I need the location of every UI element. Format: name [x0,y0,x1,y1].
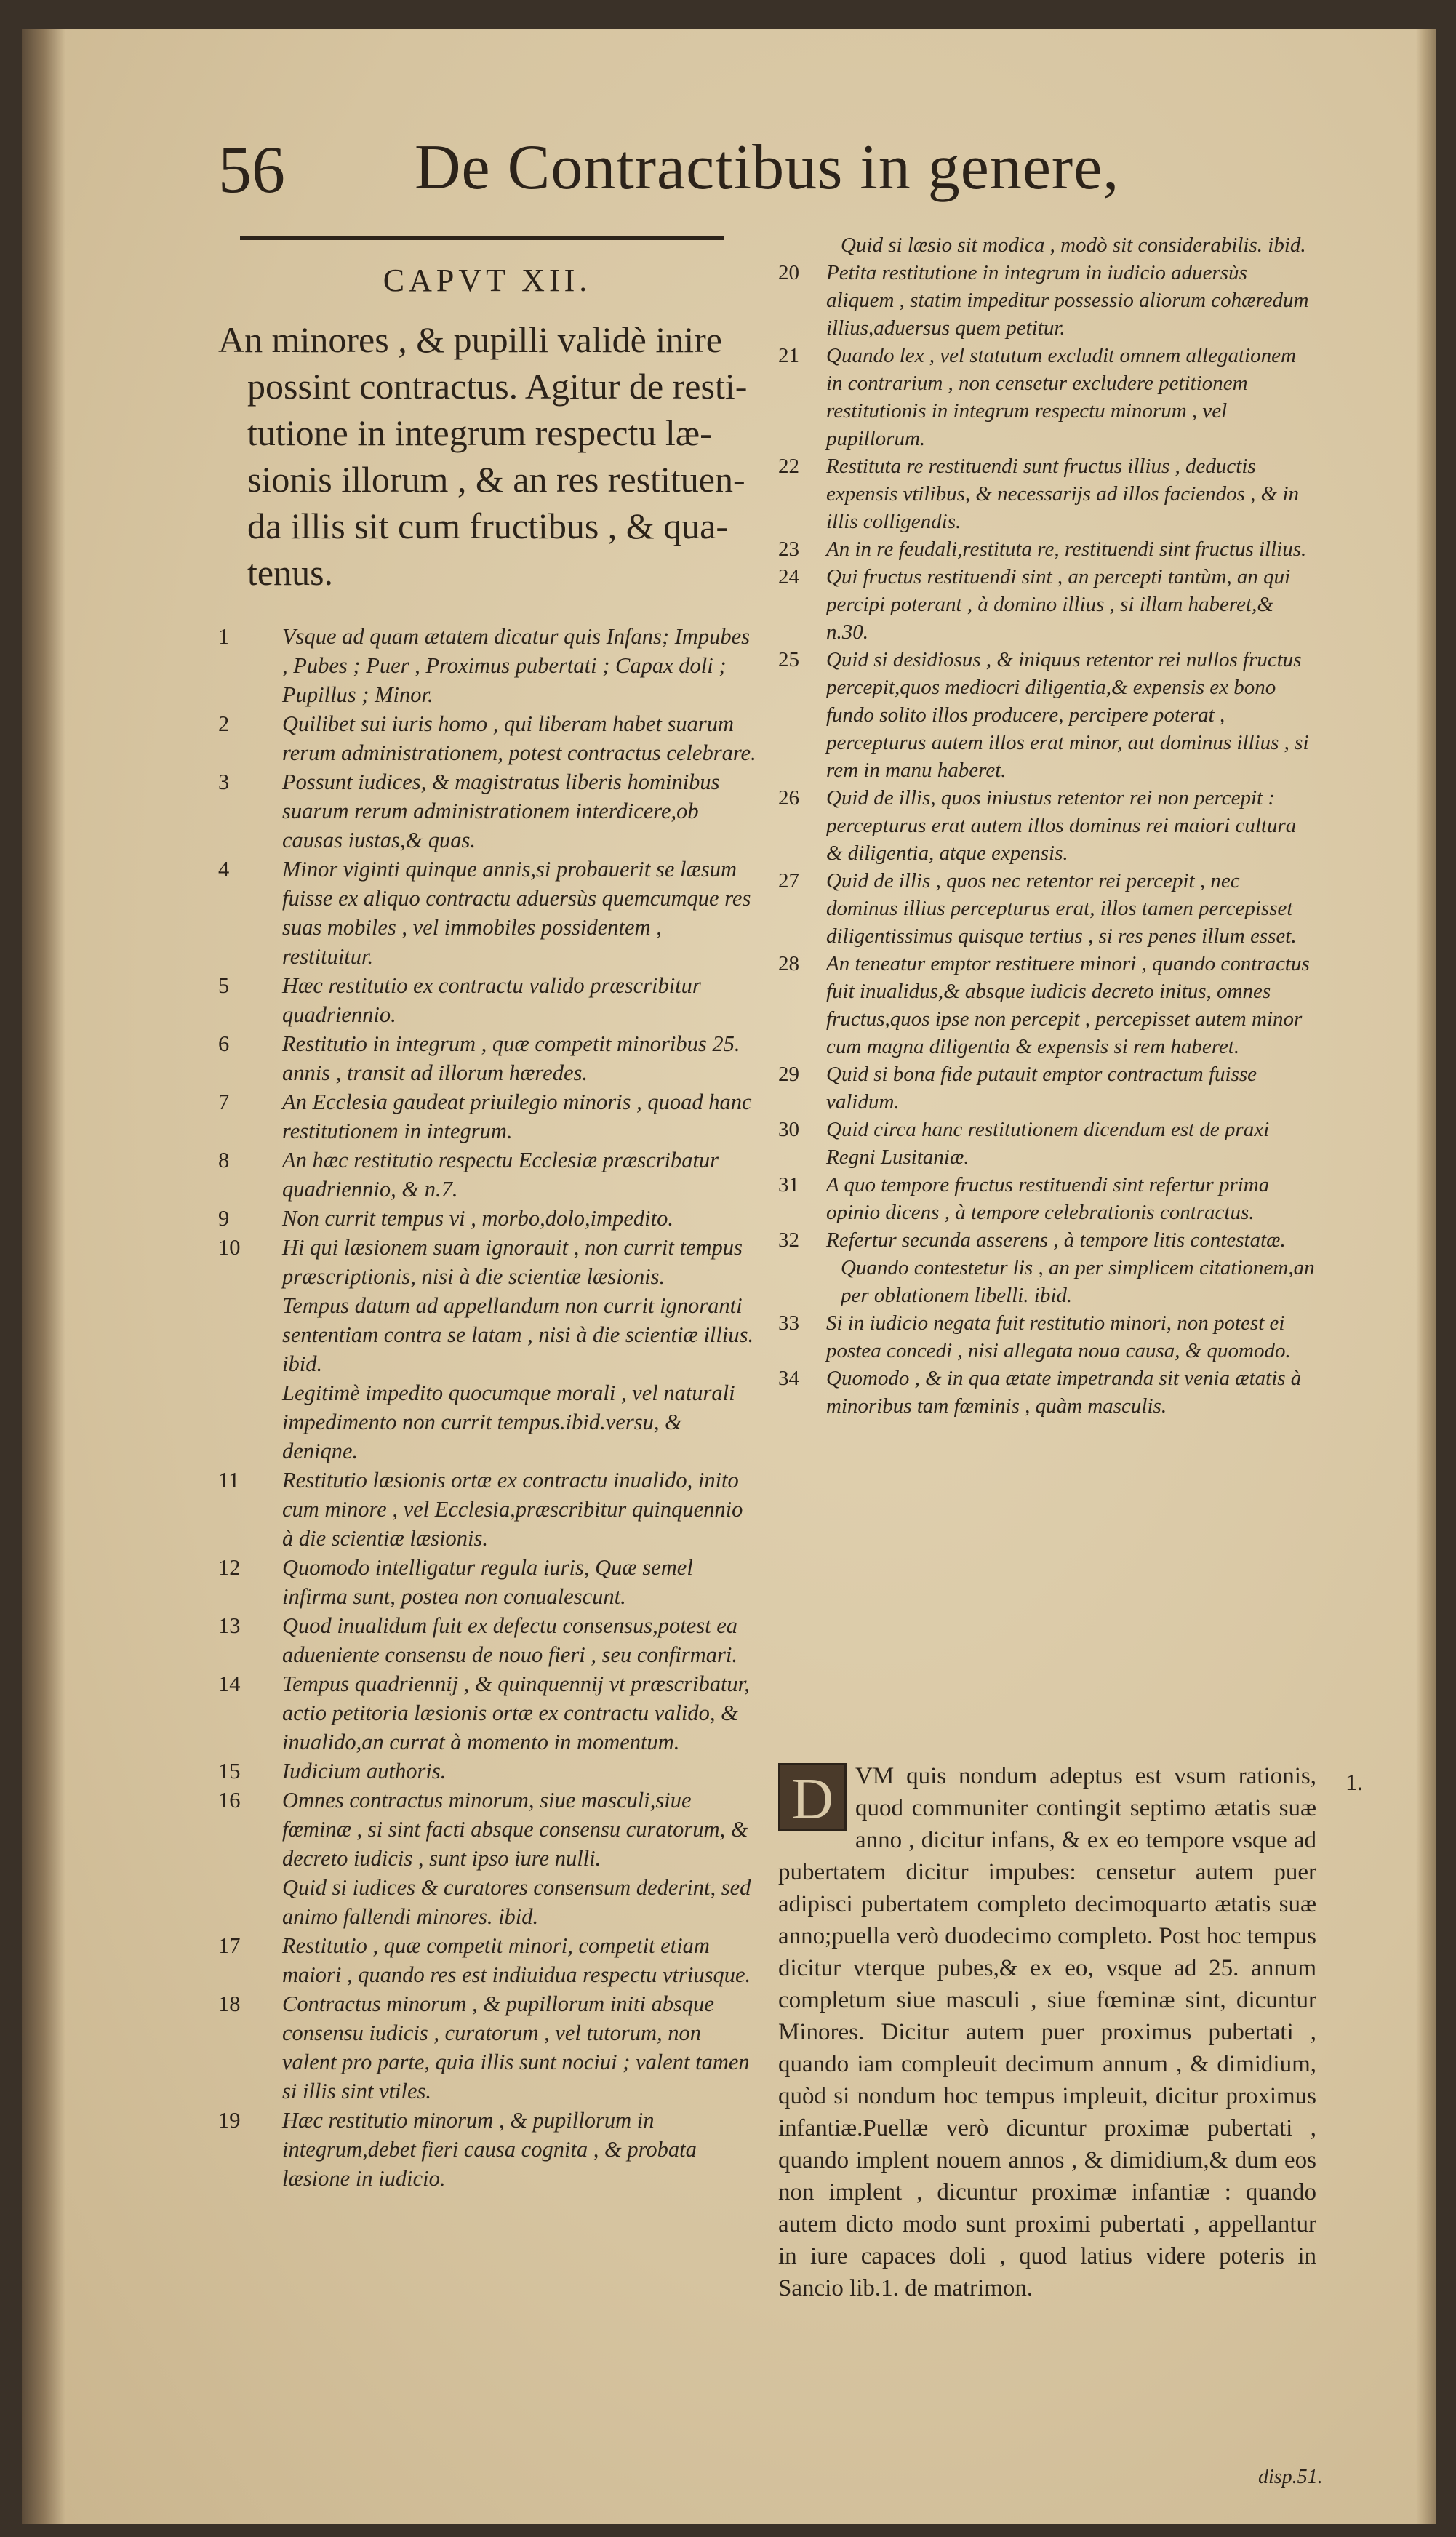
summary-item-text: Minor viginti quinque annis,si probauerit se læsum fuisse ex aliquo contractu aduersùs quemcumque res suas mobiles , vel immobiles possidentem , restituitur. [282,857,751,969]
summary-item-number: 4 [218,857,230,882]
left-column [218,262,756,2193]
summary-item [218,1989,756,2106]
running-title: De Contractibus in genere, [415,132,1120,203]
summary-item [218,767,756,855]
summary-item-number: 30 [778,1118,799,1141]
summary-item [218,1087,756,1146]
margin-number: 1. [1345,1769,1363,1795]
summary-item-number: 16 [218,1788,241,1813]
summary-item-text: Possunt iudices, & magistratus liberis hominibus suarum rerum administrationem interdicere,ob causas iustas,& quas. [282,770,720,852]
chapter-title [218,316,756,596]
summary-item-text: Hæc restitutio minorum , & pupillorum in integrum,debet fieri causa cognita , & probata læsione in iudicio. [282,2108,697,2191]
summary-item-number: 31 [778,1173,799,1196]
summary-item-number: 9 [218,1206,230,1231]
summary-item [218,1233,756,1291]
summary-item-text: An teneatur emptor restituere minori , quando contractus fuit inualidus,& absque iudicis decreto initus, omnes fructus,quos ipse non percepit , percepisset autem minor cum magna diligentia & expensis si rem haberet. [826,952,1310,1058]
summary-item-number: 32 [778,1228,799,1252]
summary-item [218,622,756,709]
summary-item-text: Hæc restitutio ex contractu valido præscribitur quadriennio. [282,973,701,1027]
summary-item [218,1669,756,1757]
page-edge [1416,29,1436,2524]
chapter-title-rest: possint contractus. Agitur de resti-tutione in integrum respectu læ-sionis illorum , & an res restituen-da illis sit cum fructibus , & qua-tenus. [247,366,748,593]
summary-item [218,1873,756,1931]
summary-item [218,1029,756,1087]
summary-item-text: Quomodo , & in qua ætate impetranda sit venia ætatis à minoribus tam fœminis , quàm masculis. [826,1367,1302,1418]
summary-list-right [778,231,1316,1420]
summary-item [218,1466,756,1553]
summary-item-number: 29 [778,1063,799,1086]
summary-item-number: 26 [778,786,799,810]
header-rule [240,236,724,240]
summary-item-number: 34 [778,1367,799,1390]
summary-item [778,1116,1316,1171]
summary-list-left [218,622,756,2193]
binding-gutter [22,29,65,2524]
summary-item [778,452,1316,535]
summary-item-text: Quando contestetur lis , an per simplicem citationem,an per oblationem libelli. ibid. [841,1256,1315,1307]
summary-item [778,535,1316,563]
summary-item [778,563,1316,646]
summary-item-text: Restitutio in integrum , quæ competit minoribus 25. annis , transit ad illorum hæredes. [282,1031,740,1085]
summary-item [218,1204,756,1233]
summary-item-text: Non currit tempus vi , morbo,dolo,impedito. [282,1206,673,1231]
summary-item-text: Quid de illis , quos nec retentor rei percepit , nec dominus illius percepturus erat, illos tamen percepisset diligentissimus quisque tertius , si res penes illum esset. [826,869,1297,948]
summary-item-number: 24 [778,565,799,588]
summary-item-number: 27 [778,869,799,892]
chapter-heading: CAPVT XII. [383,263,592,298]
summary-item-text: Legitimè impedito quocumque morali , vel naturali impedimento non currit tempus.ibid.versu, & deniqne. [282,1381,735,1463]
summary-item-text: Iudicium authoris. [282,1759,447,1783]
summary-item-text: Restitutio , quæ competit minori, competit etiam maiori , quando res est indiuidua respectu vtriusque. [282,1933,751,1987]
summary-item-text: Hi qui læsionem suam ignorauit , non currit tempus præscriptionis, nisi à die scientiæ læsionis. [282,1235,743,1289]
page-number: 56 [218,132,285,207]
summary-item-text: An in re feudali,restituta re, restituendi sint fructus illius. [826,538,1307,561]
summary-item [218,1553,756,1611]
summary-item-text: Tempus quadriennij , & quinquennij vt præscribatur, actio petitoria læsionis ortæ ex contractu valido, & inualido,an currat à momento in momentum. [282,1671,750,1754]
summary-item [218,1146,756,1204]
summary-item-number: 25 [778,648,799,671]
summary-item-text: Vsque ad quam ætatem dicatur quis Infans; Impubes , Pubes ; Puer , Proximus pubertati ; Capax doli ; Pupillus ; Minor. [282,624,750,707]
summary-item-number: 6 [218,1031,230,1056]
summary-item-number: 10 [218,1235,241,1260]
summary-item-number: 22 [778,455,799,478]
summary-item-text: Quod inualidum fuit ex defectu consensus,potest ea adueniente consensu de nouo fieri , seu confirmari. [282,1613,737,1667]
summary-item-text: Quilibet sui iuris homo , qui liberam habet suarum rerum administrationem, potest contractus celebrare. [282,711,756,765]
summary-item [778,259,1316,342]
summary-item-text: Quid circa hanc restitutionem dicendum est de praxi Regni Lusitaniæ. [826,1118,1270,1169]
right-column [778,231,1316,1420]
summary-item [778,950,1316,1060]
summary-item-text: An hæc restitutio respectu Ecclesiæ præscribatur quadriennio, & n.7. [282,1148,719,1202]
summary-item-number: 1 [218,624,230,649]
summary-item-text: Quid de illis, quos iniustus retentor rei non percepit : percepturus erat autem illos dominus rei maiori cultura & diligentia, atque expensis. [826,786,1297,865]
book-page [22,29,1436,2524]
summary-item [218,1611,756,1669]
summary-item-number: 11 [218,1468,240,1493]
summary-item-text: Quid si læsio sit modica , modò sit considerabilis. ibid. [841,233,1306,257]
summary-item-number: 7 [218,1090,230,1114]
summary-item-number: 17 [218,1933,241,1958]
summary-item [778,1309,1316,1365]
summary-item [778,1365,1316,1420]
summary-item [218,2106,756,2193]
chapter-title-first-line: An minores , & pupilli validè inire [218,319,722,360]
summary-item-text: Quomodo intelligatur regula iuris, Quæ semel infirma sunt, postea non conualescunt. [282,1555,693,1609]
summary-item-text: Omnes contractus minorum, siue masculi,siue fœminæ , si sint facti absque consensu curatorum, & decreto iudicis , sunt ipso iure nulli. [282,1788,748,1871]
summary-item-number: 5 [218,973,230,998]
summary-item [778,1226,1316,1254]
page-header [218,131,1295,218]
summary-item-number: 2 [218,711,230,736]
summary-item-number: 14 [218,1671,241,1696]
summary-item-text: Restituta re restituendi sunt fructus illius , deductis expensis vtilibus, & necessarijs ad illos faciendos , & in illis colligendis. [826,455,1300,533]
summary-item-number: 15 [218,1759,241,1783]
summary-item-text: Si in iudicio negata fuit restitutio minori, non potest ei postea concedi , nisi allegata noua causa, & quomodo. [826,1311,1291,1362]
decorated-initial: D [778,1763,847,1831]
summary-item [218,1757,756,1786]
summary-item [778,342,1316,452]
summary-item-number: 20 [778,261,799,284]
summary-item-number: 12 [218,1555,241,1580]
summary-item-text: Restitutio læsionis ortæ ex contractu inualido, inito cum minore , vel Ecclesia,præscribitur quinquennio à die scientiæ læsionis. [282,1468,743,1551]
summary-item-number: 19 [218,2108,241,2133]
summary-item-number: 23 [778,538,799,561]
summary-item-text: Quid si bona fide putauit emptor contractum fuisse validum. [826,1063,1257,1114]
summary-item-text: Refertur secunda asserens , à tempore litis contestatæ. [826,1228,1286,1252]
catchword: disp.51. [1258,2466,1323,2488]
summary-item [778,784,1316,867]
summary-item-number: 28 [778,952,799,975]
summary-item-number: 33 [778,1311,799,1335]
summary-item [218,1378,756,1466]
summary-item-text: Petita restitutione in integrum in iudicio aduersùs aliquem , statim impeditur possessio aliorum cohæredum illius,aduersus quem petitur. [826,261,1309,340]
summary-item-text: Tempus datum ad appellandum non currit ignoranti sententiam contra se latam , nisi à die scientiæ illius. ibid. [282,1293,754,1376]
summary-item-text: Quid si iudices & curatores consensum dederint, sed animo fallendi minores. ibid. [282,1875,751,1929]
body-text: VM quis nondum adeptus est vsum rationis, quod communiter contingit septimo ætatis suæ anno , dicitur infans, & ex eo tempore vsque ad pubertatem dicitur impubes: censetur autem puer adipisci pubertatem completo decimoquarto ætatis suæ anno;puella verò duodecimo completo. Post hoc tempus dicitur vterque pubes,& ex eo, vsque ad 25. annum completum siue masculi , siue fœminæ sint, dicuntur Minores. Dicitur autem puer proximus pubertati , quando iam compleuit decimum annum , & dimidium, quòd si nondum hoc tempus impleuit, dicitur proximus infantiæ.Puellæ verò dicuntur proximæ pubertati , quando implent nouem annos , & dimidium,& dum eos non implent , dicuntur proximæ infantiæ : quando autem dicto modo sunt proximi pubertati , appellantur in iure capaces doli , quod latius videre poteris in Sancio lib.1. de matrimon. [778,1763,1316,2301]
summary-item-number: 13 [218,1613,241,1638]
summary-item [218,1291,756,1378]
summary-item-text: An Ecclesia gaudeat priuilegio minoris , quoad hanc restitutionem in integrum. [282,1090,752,1143]
summary-item [778,231,1316,259]
summary-item [778,867,1316,950]
summary-item [778,1254,1316,1309]
summary-item-number: 8 [218,1148,230,1172]
summary-item [218,1931,756,1989]
summary-item-text: A quo tempore fructus restituendi sint refertur prima opinio dicens , à tempore celebrationis contractus. [826,1173,1270,1224]
summary-item [218,971,756,1029]
summary-item [218,855,756,971]
summary-item-text: Quando lex , vel statutum excludit omnem allegationem in contrarium , non censetur excludere petitionem restitutionis in integrum respectu minorum , vel pupillorum. [826,344,1296,450]
summary-item-number: 21 [778,344,799,367]
summary-item-text: Contractus minorum , & pupillorum initi absque consensu iudicis , curatorum , vel tutorum, non valent pro parte, quia illis sunt nociui ; valent tamen si illis sint vtiles. [282,1991,750,2103]
summary-item [778,1060,1316,1116]
summary-item-number: 3 [218,770,230,794]
summary-item [218,709,756,767]
summary-item [778,1171,1316,1226]
summary-item-number: 18 [218,1991,241,2016]
summary-item-text: Quid si desidiosus , & iniquus retentor rei nullos fructus percepit,quos mediocri diligentia,& expensis ex bono fundo solito illos producere, percipere poterat , percepturus autem illos erat minor, aut dominus illius , si rem in manu haberet. [826,648,1309,782]
body-paragraph [778,1760,1316,2304]
summary-item-text: Qui fructus restituendi sint , an percepti tantùm, an qui percipi poterant , à domino illius , si illam haberet,& n.30. [826,565,1291,644]
summary-item [778,646,1316,784]
summary-item [218,1786,756,1873]
